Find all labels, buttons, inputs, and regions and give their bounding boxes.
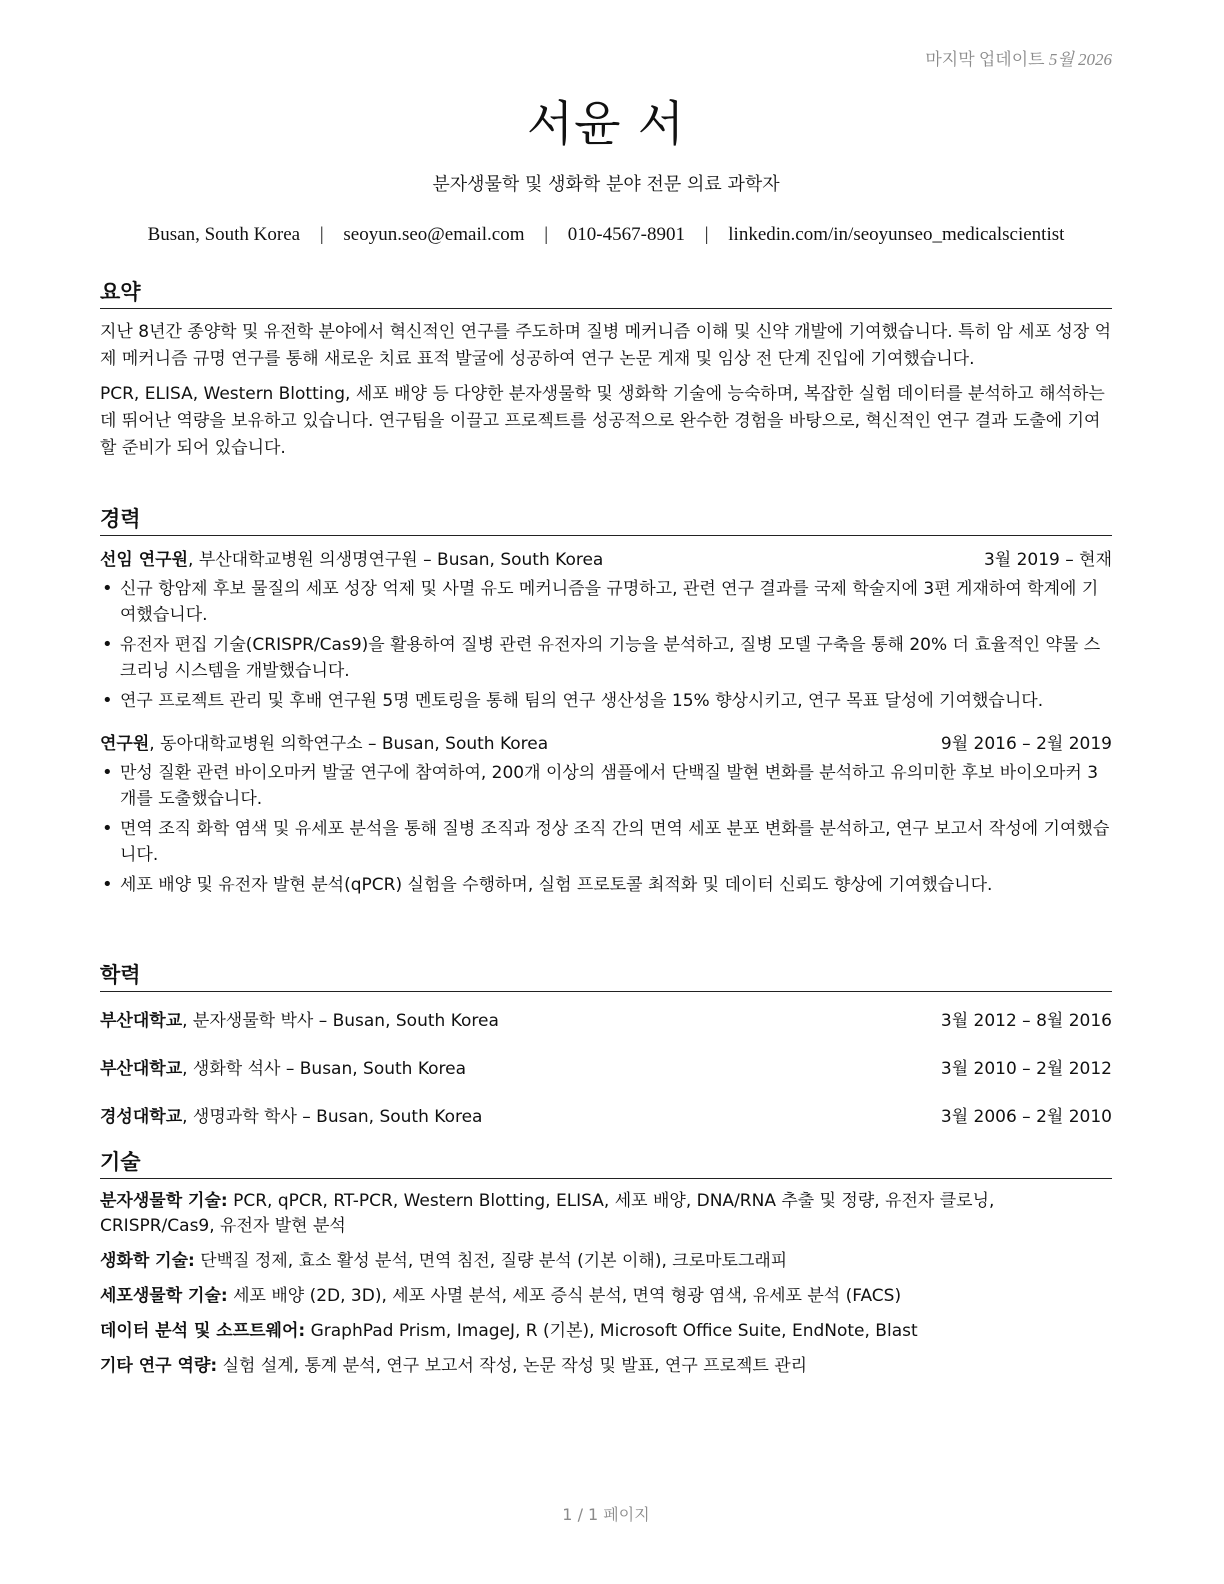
contact-separator: | — [704, 224, 709, 245]
contact-line — [100, 224, 1112, 246]
list-item: • 연구 프로젝트 관리 및 후배 연구원 5명 멘토링을 통해 팀의 연구 생산성을 15% 향상시키고, 연구 목표 달성에 기여했습니다. — [120, 688, 1112, 714]
email-link[interactable]: seoyun.seo@email.com — [343, 224, 525, 245]
list-item: • 유전자 편집 기술(CRISPR/Cas9)을 활용하여 질병 관련 유전자의 기능을 분석하고, 질병 모델 구축을 통해 20% 더 효율적인 약물 스크리닝 시스템을 개발했습니다. — [120, 632, 1112, 684]
job-dates: 9월 2016 – 2월 2019 — [940, 734, 1112, 754]
list-item: • 만성 질환 관련 바이오마커 발굴 연구에 참여하여, 200개 이상의 샘플에서 단백질 발현 변화를 분석하고 유의미한 후보 바이오마커 3개를 도출했습니다. — [120, 760, 1112, 812]
summary-paragraph: PCR, ELISA, Western Blotting, 세포 배양 등 다양한 분자생물학 및 생화학 기술에 능숙하며, 복잡한 실험 데이터를 분석하고 해석하는 데 뛰어난 역량을 보유하고 있습니다. 연구팀을 이끌고 프로젝트를 성공적으로 완수한 경험을 바탕으로, 혁신적인 연구 결과 도출에 기여할 준비가 되어 있습니다. — [100, 384, 1105, 458]
linkedin-link[interactable]: linkedin.com/in/seoyunseo_medicalscientist — [728, 224, 1065, 245]
last-updated — [925, 45, 1112, 70]
skill-value: 실험 설계, 통계 분석, 연구 보고서 작성, 논문 작성 및 발표, 연구 프로젝트 관리 — [217, 1356, 808, 1376]
last-updated-month: 5월 — [1048, 50, 1074, 69]
education-section — [100, 959, 1112, 1150]
degree-detail: , 생화학 석사 – Busan, South Korea — [182, 1059, 467, 1079]
section-title-skills: 기술 — [100, 1146, 1112, 1179]
list-item: • 신규 항암제 후보 물질의 세포 성장 억제 및 사멸 유도 메커니즘을 규명하고, 관련 연구 결과를 국제 학술지에 3편 게재하여 학계에 기여했습니다. — [120, 576, 1112, 628]
location: Busan, South Korea — [147, 224, 301, 245]
education-dates: 3월 2006 – 2월 2010 — [940, 1107, 1112, 1127]
education-item — [100, 1006, 1112, 1032]
degree-detail: , 분자생물학 박사 – Busan, South Korea — [182, 1011, 499, 1031]
skill-label: 생화학 기술: — [100, 1251, 195, 1271]
job-dates: 3월 2019 – 현재 — [983, 550, 1112, 570]
job-header — [100, 546, 1112, 574]
skill-item — [100, 1354, 1112, 1379]
phone-number: 010-4567-8901 — [567, 224, 685, 245]
skill-label: 세포생물학 기술: — [100, 1286, 228, 1306]
resume-page — [100, 0, 1112, 1584]
skill-label: 데이터 분석 및 소프트웨어: — [100, 1321, 306, 1341]
education-dates: 3월 2012 – 8월 2016 — [940, 1011, 1112, 1031]
job-org: , 동아대학교병원 의학연구소 – Busan, South Korea — [149, 734, 549, 754]
contact-separator: | — [544, 224, 549, 245]
skills-section — [100, 1146, 1112, 1389]
job-title-line — [100, 730, 548, 758]
skill-label: 기타 연구 역량: — [100, 1356, 218, 1376]
job-bullets — [100, 576, 1112, 714]
job-role: 선임 연구원 — [100, 550, 189, 570]
education-item — [100, 1102, 1112, 1128]
experience-section — [100, 503, 1112, 902]
last-updated-year: 2026 — [1078, 50, 1112, 69]
school-name: 경성대학교 — [100, 1107, 183, 1127]
list-item: • 세포 배양 및 유전자 발현 분석(qPCR) 실험을 수행하며, 실험 프로토콜 최적화 및 데이터 신뢰도 향상에 기여했습니다. — [120, 872, 1112, 898]
education-title-line — [100, 1102, 482, 1128]
last-updated-label: 마지막 업데이트 — [925, 50, 1045, 69]
skill-value: 단백질 정제, 효소 활성 분석, 면역 침전, 질량 분석 (기본 이해), 크로마토그래피 — [194, 1251, 788, 1271]
summary-paragraph: 지난 8년간 종양학 및 유전학 분야에서 혁신적인 연구를 주도하며 질병 메커니즘 이해 및 신약 개발에 기여했습니다. 특히 암 세포 성장 억제 메커니즘 규명 연구를 통해 새로운 치료 표적 발굴에 성공하여 연구 논문 게재 및 임상 전 단계 진입에 기여했습니다. — [100, 322, 1112, 369]
education-dates: 3월 2010 – 2월 2012 — [940, 1059, 1112, 1079]
skill-value: GraphPad Prism, ImageJ, R (기본), Microsoft Office Suite, EndNote, Blast — [305, 1321, 918, 1341]
skill-label: 분자생물학 기술: — [100, 1191, 228, 1211]
education-title-line — [100, 1054, 466, 1080]
skill-item — [100, 1189, 1112, 1239]
job-bullets — [100, 760, 1112, 898]
school-name: 부산대학교 — [100, 1059, 183, 1079]
candidate-name: 서윤 서 — [526, 96, 686, 152]
job-role: 연구원 — [100, 734, 150, 754]
education-item — [100, 1054, 1112, 1080]
page-number: 1 / 1 페이지 — [562, 1505, 650, 1524]
tagline: 분자생물학 및 생화학 분야 전문 의료 과학자 — [432, 174, 780, 195]
list-item: • 면역 조직 화학 염색 및 유세포 분석을 통해 질병 조직과 정상 조직 간의 면역 세포 분포 변화를 분석하고, 연구 보고서 작성에 기여했습니다. — [120, 816, 1112, 868]
job-org: , 부산대학교병원 의생명연구원 – Busan, South Korea — [188, 550, 604, 570]
education-title-line — [100, 1006, 499, 1032]
school-name: 부산대학교 — [100, 1011, 183, 1031]
degree-detail: , 생명과학 학사 – Busan, South Korea — [182, 1107, 483, 1127]
section-title-education: 학력 — [100, 959, 1112, 992]
summary-section — [100, 276, 1112, 470]
skill-item — [100, 1249, 1112, 1274]
skill-value: PCR, qPCR, RT-PCR, Western Blotting, ELISA, 세포 배양, DNA/RNA 추출 및 정량, 유전자 클로닝, CRISPR/Cas9, 유전자 발현 분석 — [100, 1191, 995, 1236]
section-title-summary: 요약 — [100, 276, 1112, 309]
skill-item — [100, 1284, 1112, 1309]
job-header — [100, 730, 1112, 758]
skill-item — [100, 1319, 1112, 1344]
skill-value: 세포 배양 (2D, 3D), 세포 사멸 분석, 세포 증식 분석, 면역 형광 염색, 유세포 분석 (FACS) — [227, 1286, 902, 1306]
section-title-experience: 경력 — [100, 503, 1112, 536]
job-title-line — [100, 546, 603, 574]
contact-separator: | — [319, 224, 324, 245]
